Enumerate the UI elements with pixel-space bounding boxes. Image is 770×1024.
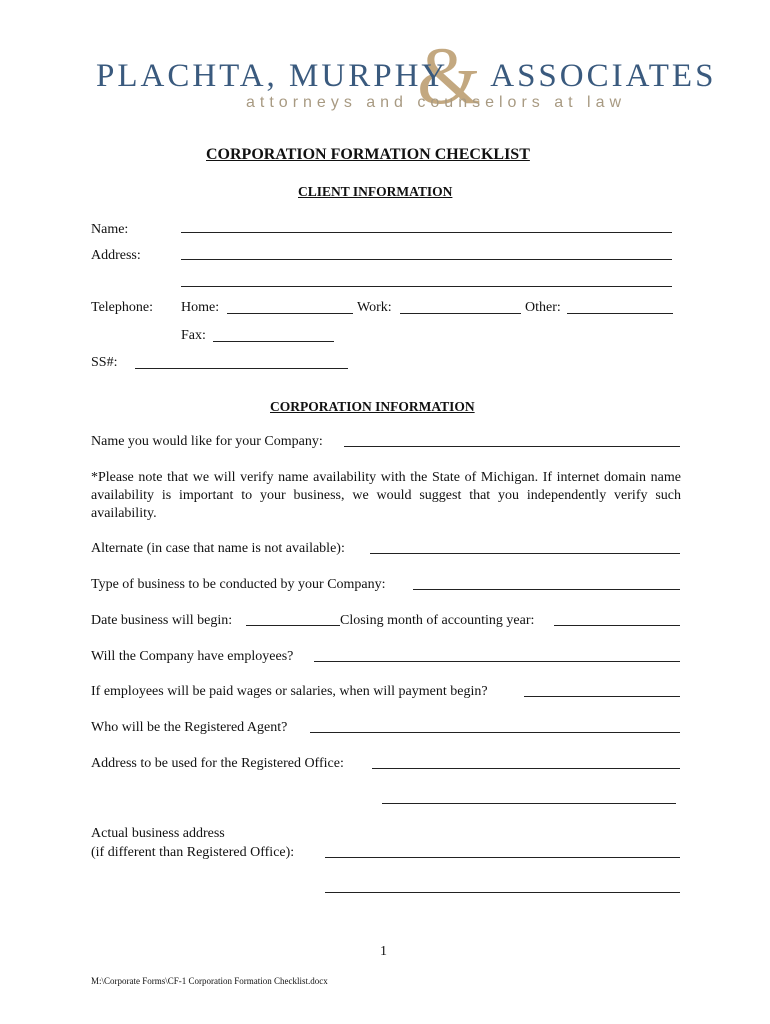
office-address-label: Address to be used for the Registered Office: bbox=[91, 756, 344, 771]
office-address-field-line-1[interactable] bbox=[372, 768, 680, 769]
actual-address-field-line-2[interactable] bbox=[325, 892, 680, 893]
logo-name bbox=[96, 58, 716, 94]
logo-tagline: attorneys and counselors at law bbox=[246, 94, 627, 111]
work-label: Work: bbox=[357, 300, 392, 315]
fax-label: Fax: bbox=[181, 328, 206, 343]
footer-file-path: M:\Corporate Forms\CF-1 Corporation Formation Checklist.docx bbox=[91, 976, 328, 986]
name-label: Name: bbox=[91, 222, 129, 237]
ss-label: SS#: bbox=[91, 355, 118, 370]
office-address-field-line-2[interactable] bbox=[382, 803, 676, 804]
registered-agent-label: Who will be the Registered Agent? bbox=[91, 720, 288, 735]
fax-field[interactable] bbox=[213, 341, 334, 342]
business-type-label: Type of business to be conducted by your Company: bbox=[91, 577, 386, 592]
name-field[interactable] bbox=[181, 232, 672, 233]
actual-address-label-2: (if different than Registered Office): bbox=[91, 845, 295, 860]
corporation-info-heading: CORPORATION INFORMATION bbox=[270, 399, 475, 414]
closing-month-label: Closing month of accounting year: bbox=[340, 613, 535, 628]
payment-label: If employees will be paid wages or salaries, when will payment begin? bbox=[91, 684, 488, 699]
employees-label: Will the Company have employees? bbox=[91, 649, 294, 664]
address-field-line-1[interactable] bbox=[181, 259, 672, 260]
date-begin-label: Date business will begin: bbox=[91, 613, 233, 628]
employees-field[interactable] bbox=[314, 661, 680, 662]
availability-note: *Please note that we will verify name availability with the State of Michigan. If internet domain name availability is important to your business, we would suggest that you independently verify such availability. bbox=[91, 470, 681, 521]
business-type-field[interactable] bbox=[413, 589, 680, 590]
date-begin-field[interactable] bbox=[246, 625, 340, 626]
home-label: Home: bbox=[181, 300, 220, 315]
address-label: Address: bbox=[91, 248, 141, 263]
company-name-label: Name you would like for your Company: bbox=[91, 434, 323, 449]
client-info-heading: CLIENT INFORMATION bbox=[298, 184, 453, 199]
company-name-field[interactable] bbox=[344, 446, 680, 447]
actual-address-label-1: Actual business address bbox=[91, 826, 225, 841]
alternate-name-label: Alternate (in case that name is not available): bbox=[91, 541, 345, 556]
actual-address-field-line-1[interactable] bbox=[325, 857, 680, 858]
page-number: 1 bbox=[380, 944, 387, 959]
address-field-line-2[interactable] bbox=[181, 286, 672, 287]
ss-field[interactable] bbox=[135, 368, 348, 369]
telephone-label: Telephone: bbox=[91, 300, 153, 315]
payment-field[interactable] bbox=[524, 696, 680, 697]
logo-name-part2: ASSOCIATES bbox=[490, 58, 717, 94]
work-phone-field[interactable] bbox=[400, 313, 521, 314]
logo-ampersand: & bbox=[417, 30, 481, 121]
closing-month-field[interactable] bbox=[554, 625, 680, 626]
home-phone-field[interactable] bbox=[227, 313, 353, 314]
logo-name-part1: PLACHTA, MURPHY bbox=[96, 58, 449, 94]
registered-agent-field[interactable] bbox=[310, 732, 680, 733]
page-title: CORPORATION FORMATION CHECKLIST bbox=[206, 146, 530, 163]
alternate-name-field[interactable] bbox=[370, 553, 680, 554]
other-label: Other: bbox=[525, 300, 561, 315]
other-phone-field[interactable] bbox=[567, 313, 673, 314]
